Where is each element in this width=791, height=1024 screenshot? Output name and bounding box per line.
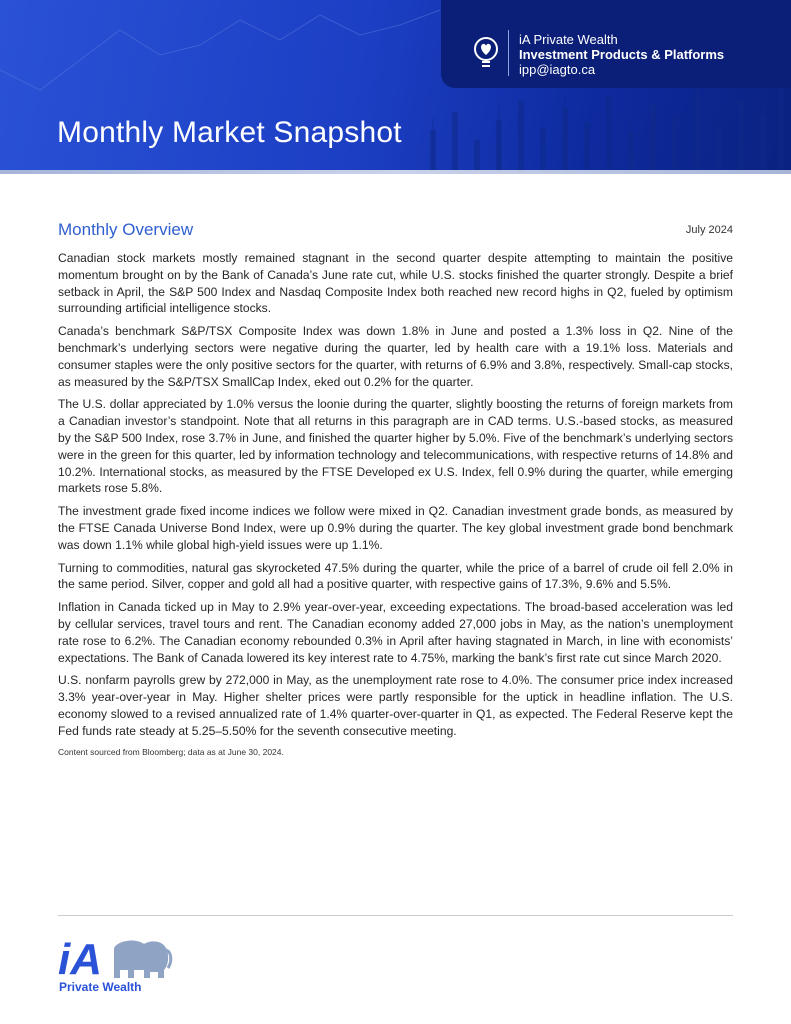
overview-body <box>58 250 733 764</box>
section-title: Monthly Overview <box>58 220 194 239</box>
header-banner <box>0 0 791 172</box>
page-title: Monthly Market Snapshot <box>57 116 402 149</box>
paragraph: The investment grade fixed income indices we follow were mixed in Q2. Canadian investment grade bonds, as measured by the FTSE Canada Universe Bond Index, were up 0.9% during the quarter. The key global investment grade bond benchmark was down 1.1% while global high-yield issues were up 1.1%. <box>58 504 733 552</box>
brand-email[interactable]: ipp@iagto.ca <box>519 62 596 77</box>
paragraph: U.S. nonfarm payrolls grew by 272,000 in May, as the unemployment rate rose to 4.0%. The consumer price index increased 3.3% year-over-year in May. Higher shelter prices were partly responsible for the uptick in headline inflation. The U.S. economy slowed to a revised annualized rate of 1.4% quarter-over-quarter in Q1, as expected. The Federal Reserve kept the Fed funds rate steady at 5.25–5.50% for the seventh consecutive meeting. <box>58 673 733 738</box>
brand-department: Investment Products & Platforms <box>519 47 725 62</box>
paragraph: Canada’s benchmark S&P/TSX Composite Index was down 1.8% in June and posted a 1.3% loss in Q2. Nine of the benchmark’s underlying sectors were negative during the quarter, led by health care with a 19.1% loss. Materials and consumer staples were the only positive sectors for the quarter, with returns of 6.9% and 3.8%, respectively. Small-cap stocks, as measured by the S&P/TSX SmallCap Index, eked out 0.2% for the quarter. <box>58 324 733 389</box>
footer-divider <box>58 915 733 916</box>
footer-logo <box>58 934 178 985</box>
source-note: Content sourced from Bloomberg; data as at June 30, 2024. <box>58 746 284 757</box>
ia-logo <box>58 934 178 980</box>
paragraph: Turning to commodities, natural gas skyrocketed 47.5% during the quarter, while the price of a barrel of crude oil fell 2.0% in the same period. Silver, copper and gold all had a positive quarter, with respective gains of 17.3%, 9.6% and 5.5%. <box>58 560 733 592</box>
banner-divider <box>0 170 791 174</box>
brand-name: iA Private Wealth <box>519 32 618 47</box>
report-date: July 2024 <box>685 224 733 236</box>
elephant-icon <box>114 941 171 978</box>
brand-divider <box>508 30 509 76</box>
paragraph: Canadian stock markets mostly remained stagnant in the second quarter despite attempting to maintain the positive momentum brought on by the Bank of Canada’s June rate cut, while U.S. stocks finished the quarter strongly. Despite a brief setback in April, the S&P 500 Index and Nasdaq Composite Index both reached new record highs in Q2, fueled by optimism surrounding artificial intelligence stocks. <box>58 251 733 316</box>
logo-text: iA <box>58 935 102 980</box>
paragraph: The U.S. dollar appreciated by 1.0% versus the loonie during the quarter, slightly boosting the returns of foreign markets from a Canadian investor’s standpoint. Note that all returns in this paragraph are in CAD terms. U.S.-based stocks, as measured by the S&P 500 Index, rose 3.7% in June, and finished the quarter higher by 5.0%. Five of the benchmark’s underlying sectors were in the green for this quarter, led by information technology and telecommunications, with respective returns of 14.8% and 10.2%. International stocks, as measured by the FTSE Developed ex U.S. Index, fell 0.9% during the quarter, while emerging markets rose 5.8%. <box>58 397 733 496</box>
paragraph: Inflation in Canada ticked up in May to 2.9% year-over-year, exceeding expectations. The broad-based acceleration was led by cellular services, travel tours and rent. The Canadian economy added 27,000 jobs in May, as the nation’s unemployment rate rose to 6.2%. The Canadian economy rebounded 0.3% in April after having stagnated in March, in line with economists’ expectations. The Bank of Canada lowered its key interest rate to 4.75%, marking the bank’s first rate cut since March 2020. <box>58 600 733 665</box>
footer-tagline: Private Wealth <box>59 980 142 994</box>
lightbulb-heart-icon <box>472 36 500 72</box>
